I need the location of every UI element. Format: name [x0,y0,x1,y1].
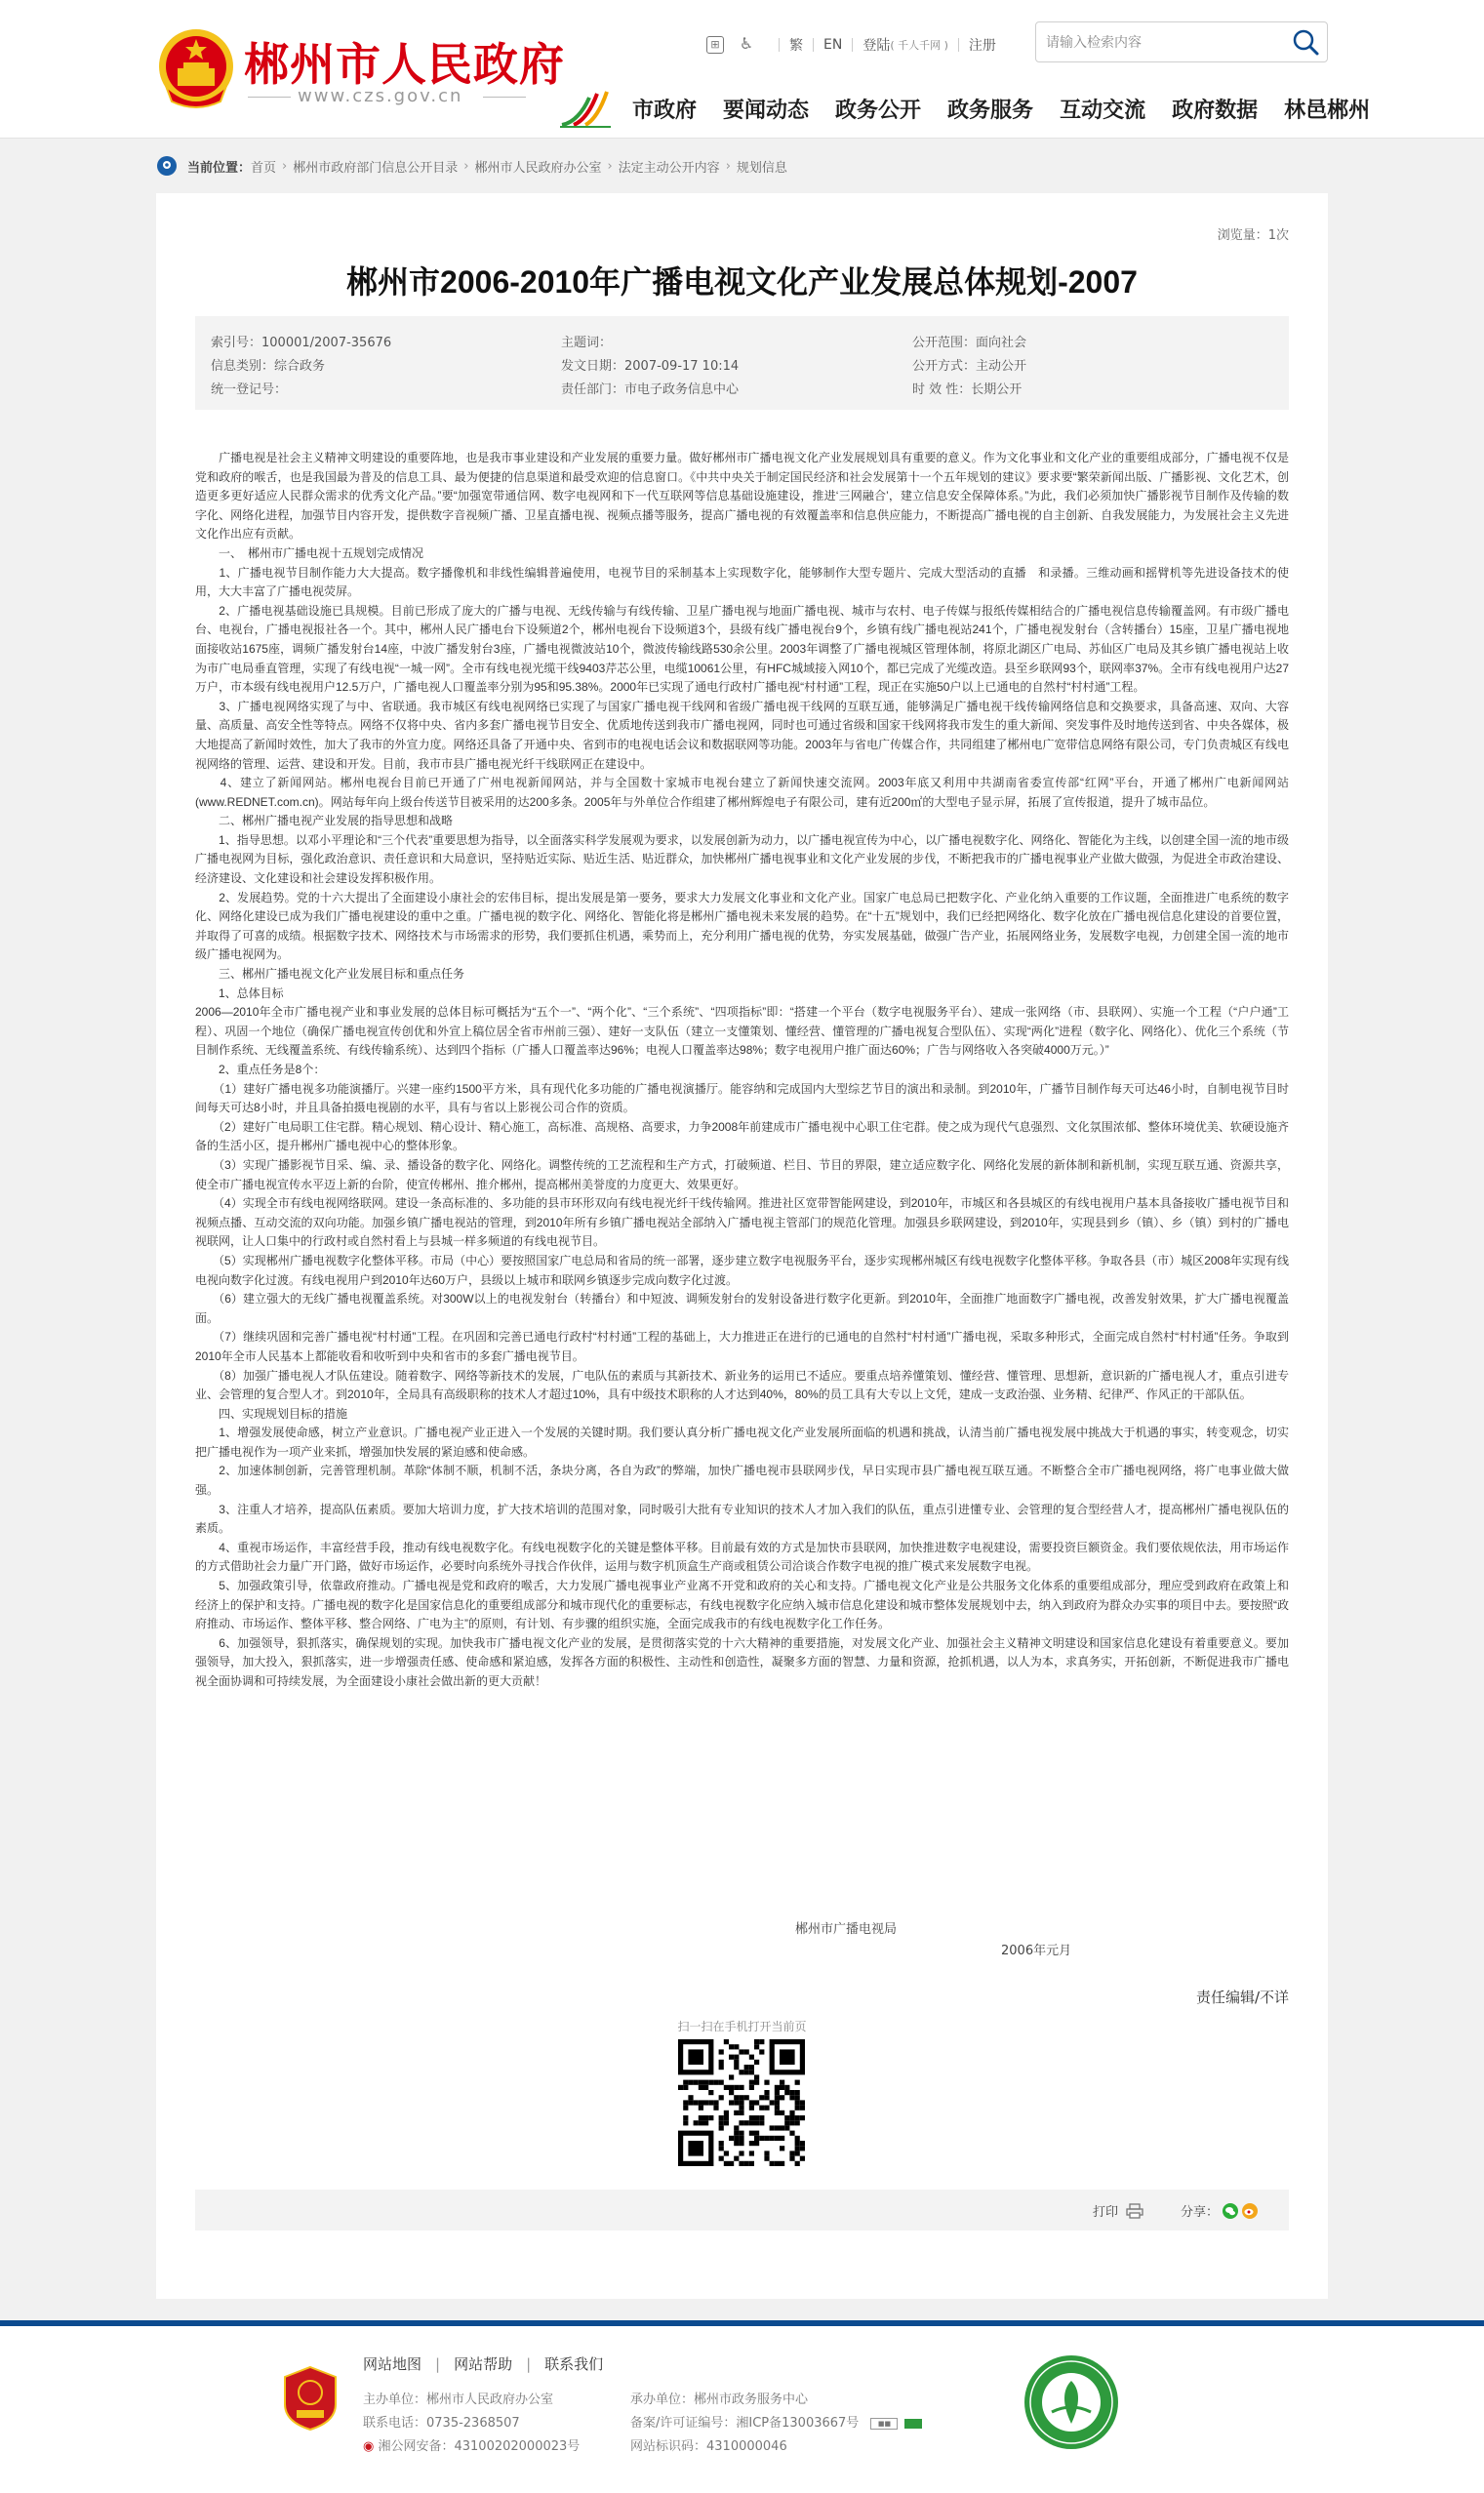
footer-icp [630,2412,922,2431]
search-box [1035,21,1328,62]
meta-subject: 主题词： [561,336,613,350]
printer-icon [1126,2203,1143,2219]
stats-icon[interactable] [904,2419,922,2429]
breadcrumb-separator: › [463,158,469,174]
breadcrumb-item-directory[interactable]: 郴州市政府部门信息公开目录 [293,160,459,176]
article-paragraph: 6、加强领导，狠抓落实，确保规划的实现。加快我市广播电视文化产业的发展，是贯彻落实党的十六大精神的重要措施，对发展文化产业、加强社会主义精神文明建设和国家信息化建设有着重要意义。要加强领导，加大投入，狠抓落实，进一步增强责任感、使命感和紧迫感，发挥各方面的积极性、主动性和创造性，凝聚多方面的智慧、力量和资源，抢抓机遇，以人为本，求真务实，开拓创新，不断促进我市广播电视全面协调和可持续发展，为全面建设小康社会做出新的更大贡献！ [195,1635,1289,1688]
footer-link-sitemap[interactable]: 网站地图 [363,2355,422,2373]
national-emblem-icon [156,25,236,111]
qr-label: 扫一扫在手机打开当前页 [677,2020,807,2033]
search-input[interactable] [1046,22,1280,61]
footer-links [363,2353,603,2374]
nav-item-data[interactable]: 政府数据 [1172,99,1259,123]
civilized-city-logo-icon[interactable] [1023,2353,1120,2451]
top-toolbar [706,33,996,57]
police-badge-icon: ◉ [363,2439,375,2454]
breadcrumb [156,154,787,178]
breadcrumb-item-office[interactable]: 郴州市人民政府办公室 [474,160,602,176]
divider [248,97,291,98]
breadcrumb-item-planning[interactable]: 规划信息 [736,160,787,176]
meta-validity: 时 效 性：长期公开 [912,382,1023,397]
login-link[interactable]: 登陆 [862,38,891,54]
site-url: www.czs.gov.cn [298,86,463,106]
meta-unified-no: 统一登记号： [211,382,288,397]
footer-link-help[interactable]: 网站帮助 [454,2355,513,2373]
article-paragraph: 5、加强政策引导，依靠政府推动。广播电视是党和政府的喉舌，大力发展广播电视事业产业离不开党和政府的关心和支持。广播电视文化产业是公共服务文化体系的重要组成部分，理应受到政府在政策上和经济上的保护和支持。广播电视的数字化是国家信息化的重要组成部分和城市现代化的重要标志，有线电视数字化应纳入城市信息化建设和城市整体发展规划中去，纳入到政府为群众办实事的项目中去。要按照“政府推动、市场运作、整体平移、整合网络、广电为主”的原则，有计划、有步骤的组织实施，全面完成我市的有线电视数字化工作任务。 [195,1579,1289,1631]
footer-host: 主办单位：郴州市人民政府办公室 [363,2392,554,2407]
article-paragraph: 2、发展趋势。党的十六大提出了全面建设小康社会的宏伟目标，提出发展是第一要务，要求大力发展文化事业和文化产业。国家广电总局已把数字化、产业化纳入重要的工作议题，全面推进广电系统的数字化、网络化建设已成为我们广播电视建设的重中之重。广播电视的数字化、网络化、智能化将是郴州广播电视未来发展的趋势。在“十五”规划中，我们已经把网络化、数字化放在广播电视信息化建设的首要位置，并取得了可喜的成绩。根据数字技术、网络技术与市场需求的形势，我们要抓住机遇，乘势而上，充分利用广播电视的优势，夯实发展基础，做强广告产业，拓展网络业务，发展数字电视，力创建全国一流的地市级广播电视网为。 [195,890,1289,962]
breadcrumb-label: 当前位置： [187,160,252,176]
divider: | [526,2354,532,2373]
divider [958,38,959,52]
article-paragraph: （2）建好广电局职工住宅群。精心规划、精心设计、精心施工，高标准、高规格、高要求，力争2008年前建成市广播电视中心职工住宅群。使之成为现代气息强烈、文化氛围浓郁、整体环境优美、软硬设施齐备的生活小区，提升郴州广播电视中心的整体形象。 [195,1119,1289,1153]
footer-organizer: 承办单位：郴州市政务服务中心 [630,2392,809,2407]
accessibility-icon[interactable]: ⊞ [706,36,724,54]
nav-item-linyi[interactable]: 林邑郴州 [1284,99,1371,123]
meta-department: 责任部门：市电子政务信息中心 [561,382,740,397]
login-hint: ( 千人千网 ) [890,39,948,52]
article-title: 郴州市2006-2010年广播电视文化产业发展总体规划-2007 [346,264,1138,300]
article-container [156,193,1328,2299]
article-paragraph: 1、总体目标 [195,985,284,1000]
article-paragraph: （8）加强广播电视人才队伍建设。随着数字、网络等新技术的发展，广电队伍的素质与其新技术、新业务的运用已不适应。要重点培养懂策划、懂经营、懂管理、思想新，意识新的广播电视人才，重点引进专业、会管理的复合型人才。到2010年，全局具有高级职称的技术人才超过10%，具有中级技术职称的人才达到40%，80%的员工具有大专以上文凭，建成一支政治强、业务精、纪律严、作风正的干部队伍。 [195,1368,1289,1402]
party-government-badge-icon[interactable] [283,2365,338,2432]
english-link[interactable]: EN [823,37,843,53]
nav-decoration-icon [560,86,611,129]
meta-category: 信息类别：综合政务 [211,359,326,374]
article-paragraph: （5）实现郴州广播电视数字化整体平移。市局（中心）要按照国家广电总局和省局的统一部署，逐步建立数字电视服务平台，逐步实现郴州城区有线电视数字化整体平移。争取各县（市）城区2008年实现有线电视向数字化过渡。有线电视用户到2010年达60万户，县级以上城市和联网乡镇逐步完成向数字化过渡。 [195,1253,1289,1287]
breadcrumb-separator: › [282,158,288,174]
site-header [0,0,1484,139]
nav-item-government[interactable]: 市政府 [632,99,698,123]
article-paragraph: 4、重视市场运作，丰富经营手段，推动有线电视数字化。有线电视数字化的关键是整体平移。目前最有效的方式是加快市县联网，加快推进数字电视建设，需要投资巨额资金。我们要依规依法，用市场运作的方式借助社会力量广开门路，做好市场运作，必要时向系统外寻找合作伙伴，运用与数字机顶盒生产商或租赁公司洽谈合作数字电视的推广模式来发展数字电视。 [195,1540,1289,1574]
article-paragraph: 2、重点任务是8个： [195,1063,326,1076]
breadcrumb-item-home[interactable]: 首页 [251,160,277,176]
article-paragraph: 3、注重人才培养，提高队伍素质。要加大培训力度，扩大技术培训的范围对象，同时吸引大批有专业知识的技术人才加入我们的队伍，重点引进懂专业、会管理的复合型经营人才，提高郴州广播电视队伍的素质。 [195,1502,1289,1536]
article-paragraph: 广播电视是社会主义精神文明建设的重要阵地，也是我市事业建设和产业发展的重要力量。做好郴州市广播电视文化产业发展规划具有重要的意义。作为文化事业和文化产业的重要组成部分，广播电视不仅是党和政府的喉舌，也是我国最为普及的信息工具、最为便捷的信息渠道和最受欢迎的信息窗口。《中共中央关于制定国民经济和社会发展第十一个五年规划的建议》要求要“繁荣新闻出版、广播影视、文化艺术，创造更多更好适应人民群众需求的优秀文化产品。”要“加强宽带通信网、数字电视网和下一代互联网等信息基础设施建设，推进‘三网融合’，建立信息安全保障体系。”为此，我们必须加快广播影视节目制作及传输的数字化、网络化进程，加强节目内容开发，提供数字音视频广播、卫星直播电视、视频点播等服务，提高广播电视的有效覆盖率和信息供应能力，不断提高广播电视的自主创新、自我发展能力，为发展社会主义先进文化作出应有贡献。 [195,451,1289,542]
nav-item-disclosure[interactable]: 政务公开 [835,99,922,123]
article-paragraph: 1、增强发展使命感，树立产业意识。广播电视产业正进入一个发展的关键时期。我们要认真分析广播电视文化产业发展所面临的机遇和挑战，认清当前广播电视发展中挑战大于机遇的事实，转变观念，切实把广播电视作为一项产业来抓，增强加快发展的紧迫感和使命感。 [195,1426,1289,1459]
article-paragraph: 2006—2010年全市广播电视产业和事业发展的总体目标可概括为“五个一”、“两个化”、“三个系统”、“四项指标”即：“搭建一个平台（数字电视服务平台）、建成一张网络（市、县联网）、实施一个工程（“户户通”工程）、巩固一个地位（确保广播电视宣传创优和外宣上稿位居全省市州前三强）、建好一支队伍（建立一支懂策划、懂经营、懂管理的广播电视复合型队伍）、实现“两化”进程（数字化、网络化）、优化三个系统（节目制作系统、无线覆盖系统、有线传输系统）、达到四个指标（广播人口覆盖率达96%；电视人口覆盖率达98%；数字电视用户推广面达60%；广告与网络收入各突破4000万元。）” [195,1005,1289,1058]
search-icon[interactable] [1290,27,1321,57]
article-paragraph: （7）继续巩固和完善广播电视“村村通”工程。在巩固和完善已通电行政村“村村通”工程的基础上，大力推进正在进行的已通电的自然村“村村通”广播电视，采取多种形式，全面完成自然村“村村通”任务。争取到2010年全市人民基本上都能收看和收听到中央和省市的多套广播电视节目。 [195,1330,1289,1363]
article-paragraph: 3、广播电视网络实现了与中、省联通。我市城区有线电视网络已实现了与国家广播电视干线网和省级广播电视干线网的互联互通，能够满足广播电视干线传输网络信息和交换要求，具备高速、双向、大容量、高质量、高安全性等特点。网络不仅将中央、省内多套广播电视节目安全、优质地传送到我市广播电视网，同时也可通过省级和国家干线网将我市发生的重大新闻、突发事件及时地传送到省、中央各媒体，极大地提高了新闻时效性，加大了我市的外宣力度。网络还具备了开通中央、省到市的电视电话会议和数据联网等功能。2003年与省电广传媒合作，共同组建了郴州电广宽带信息网络有限公司，专门负责城区有线电视网络的管理、运营、建设和开发。目前，我市市县广播电视光纤干线联网正在建设中。 [195,699,1289,771]
register-link[interactable]: 注册 [968,38,996,54]
signature-org: 郴州市广播电视局 [795,1922,898,1937]
cnzz-icon[interactable]: ■■ [870,2418,898,2430]
nav-item-news[interactable]: 要闻动态 [723,99,810,123]
responsible-editor: 责任编辑/不详 [1195,1989,1289,2006]
footer-icp-text[interactable]: 备案/许可证编号：湘ICP备13003667号 [630,2416,860,2431]
article-paragraph: （3）实现广播影视节目采、编、录、播设备的数字化、网络化。调整传统的工艺流程和生产方式，打破频道、栏目、节目的界限，建立适应数字化、网络化发展的新体制和新机制，实现互联互通、资源共享，使全市广播电视宣传水平迈上新的台阶，使宣传郴州、推介郴州，提高郴州美誉度的力度更大、效果更好。 [195,1157,1289,1191]
location-pin-icon [156,155,178,177]
meta-scope: 公开范围：面向社会 [912,336,1027,350]
divider [483,97,526,98]
divider: | [435,2354,441,2373]
article-paragraph: （1）建好广播电视多功能演播厅。兴建一座约1500平方米，具有现代化多功能的广播电视演播厅。能容纳和完成国内大型综艺节目的演出和录制。到2010年，广播节目制作每天可达46小时，自制电视节目时间每天可达8小时，并且具备拍摄电视剧的水平，具有与省以上影视公司合作的资质。 [195,1081,1289,1115]
print-share-bar [195,2190,1289,2231]
article-paragraph: 2、加速体制创新，完善管理机制。革除“体制不顺，机制不活，条块分离，各自为政”的弊端，加快广播电视市县联网步伐，早日实现市县广播电视互联互通。不断整合全市广播电视网络，将广电事业做大做强。 [195,1464,1289,1498]
meta-publish-date: 发文日期：2007-09-17 10:14 [561,359,740,374]
traditional-chinese-link[interactable]: 繁 [789,38,803,54]
qr-code-icon [678,2039,805,2166]
article-paragraph: 2、广播电视基础设施已具规模。目前已形成了庞大的广播与电视、无线传输与有线传输、卫星广播电视与地面广播电视、城市与农村、电子传媒与报纸传媒相结合的广播电视信息传输覆盖网。有市级广播电台、电视台，广播电视报社各一个。其中，郴州人民广播电台下设频道2个，郴州电视台下设频道3个，县级有线广播电视台9个，乡镇有线广播电视站241个，广播电视发射台（含转播台）15座，卫星广播电视地面接收站1675座，调频广播发射台14座，中波广播发射台3座，广播电视微波站10个，微波传输线路530余公里。2003年调整了广播电视城区管理体制，将原北湖区广电局、苏仙区广电局及其乡镇广播电视站上收为市广电局垂直管理，实现了有线电视“一城一网”。全市有线电视光缆干线9403芹芯公里，电缆10061公里，有HFC城域接入网10个，都已完成了光缆改造。县至乡联网93个，联网率37%。全市有线电视用户达27万户，市本级有线电视用户12.5万户，广播电视人口覆盖率分别为95和95.38%。2000年已实现了通电行政村广播电视“村村通”工程，现正在实施50户以上已通电的自然村“村村通”工程。 [195,603,1289,695]
article-paragraph: 4、建立了新闻网站。郴州电视台目前已开通了广州电视新闻网站，并与全国数十家城市电视台建立了新闻快速交流网。2003年底又利用中共湖南省委宣传部“红网”平台，开通了郴州广电新闻网站(www.REDNET.com.cn)。网站每年向上级台传送节目被采用的达200多条。2005年与外单位合作组建了郴州辉煌电子有限公司，建有近200㎡的大型电子显示屏，拓展了宣传报道，提升了城市品位。 [195,776,1289,809]
divider [779,38,780,52]
article-paragraph: 一、 郴州市广播电视十五规划完成情况 [195,545,424,560]
wheelchair-icon[interactable]: ♿ [739,34,754,53]
print-label: 打印 [1093,2205,1119,2220]
site-name: 郴州市人民政府 [244,38,565,91]
site-footer [0,2326,1484,2493]
nav-item-interaction[interactable]: 互动交流 [1060,99,1146,123]
article-paragraph: （4）实现全市有线电视网络联网。建设一条高标准的、多功能的县市环形双向有线电视光纤干线传输网。推进社区宽带智能网建设，到2010年，市城区和各县城区的有线电视用户基本具备接收广播电视节目和视频点播、互动交流的双向功能。加强乡镇广播电视站的管理，到2010年所有乡镇广播电视站全部纳入广播电视主管部门的规范化管理。加强县乡联网建设，到2010年，实现县到乡（镇）、乡（镇）到村的广播电视联网，让人口集中的行政村或自然村看上与县城一样多频道的有线电视节目。 [195,1196,1289,1249]
article-paragraph: 四、实现规划目标的措施 [195,1406,348,1421]
wechat-icon[interactable] [1223,2203,1238,2219]
signature-date: 2006年元月 [1001,1944,1072,1958]
article-paragraph: （6）建立强大的无线广播电视覆盖系统。对300W以上的电视发射台（转播台）和中短波、调频发射台的发射设备进行数字化更新。到2010年，全面推广地面数字广播电视，改善发射效果，扩大广播电视覆盖面。 [195,1292,1289,1325]
divider [852,38,853,52]
article-body [195,449,1289,1692]
weibo-icon[interactable] [1242,2203,1258,2219]
article-paragraph: 1、广播电视节目制作能力大大提高。数字播像机和非线性编辑普遍使用，电视节目的采制基本上实现数字化，能够制作大型专题片、完成大型活动的直播 和录播。三维动画和摇臂机等先进设备技术的使用，大大丰富了广播电视荧屏。 [195,565,1289,599]
article-paragraph: 1、指导思想。以邓小平理论和“三个代表”重要思想为指导，以全面落实科学发展观为要求，以发展创新为动力，以广播电视宣传为中心，以广播电视数字化、网络化、智能化为主线，以创建全国一流的地市级广播电视网为目标，强化政治意识、责任意识和大局意识，坚持贴近实际、贴近生活、贴近群众，加快郴州广播电视事业和文化产业发展的步伐，不断把我市的广播电视事业产业做大做强，为促进全市政治建设、经济建设、文化建设和社会建设发挥积极作用。 [195,832,1289,886]
footer-police-record [363,2435,580,2454]
breadcrumb-separator: › [607,158,613,174]
article-paragraph: 三、郴州广播电视文化产业发展目标和重点任务 [195,967,465,982]
breadcrumb-item-statutory[interactable]: 法定主动公开内容 [618,160,720,176]
footer-phone: 联系电话：0735-2368507 [363,2416,520,2431]
article-meta [195,316,1289,410]
article-paragraph: 二、郴州广播电视产业发展的指导思想和战略 [195,814,454,828]
breadcrumb-separator: › [725,158,731,174]
share-label: 分享： [1181,2205,1220,2220]
view-count: 浏览量：1次 [1217,228,1289,243]
footer-police-text: 湘公网安备：43100202000023号 [378,2439,581,2454]
divider [813,38,814,52]
site-logo[interactable] [156,25,565,113]
print-button[interactable] [1093,2201,1143,2220]
nav-item-services[interactable]: 政务服务 [947,99,1034,123]
meta-method: 公开方式：主动公开 [912,359,1027,374]
footer-site-code: 网站标识码：4310000046 [630,2439,787,2454]
share-group [1181,2201,1258,2220]
footer-link-contact[interactable]: 联系我们 [544,2355,604,2373]
main-nav [632,94,1370,124]
meta-index-no: 索引号：100001/2007-35676 [211,336,392,350]
